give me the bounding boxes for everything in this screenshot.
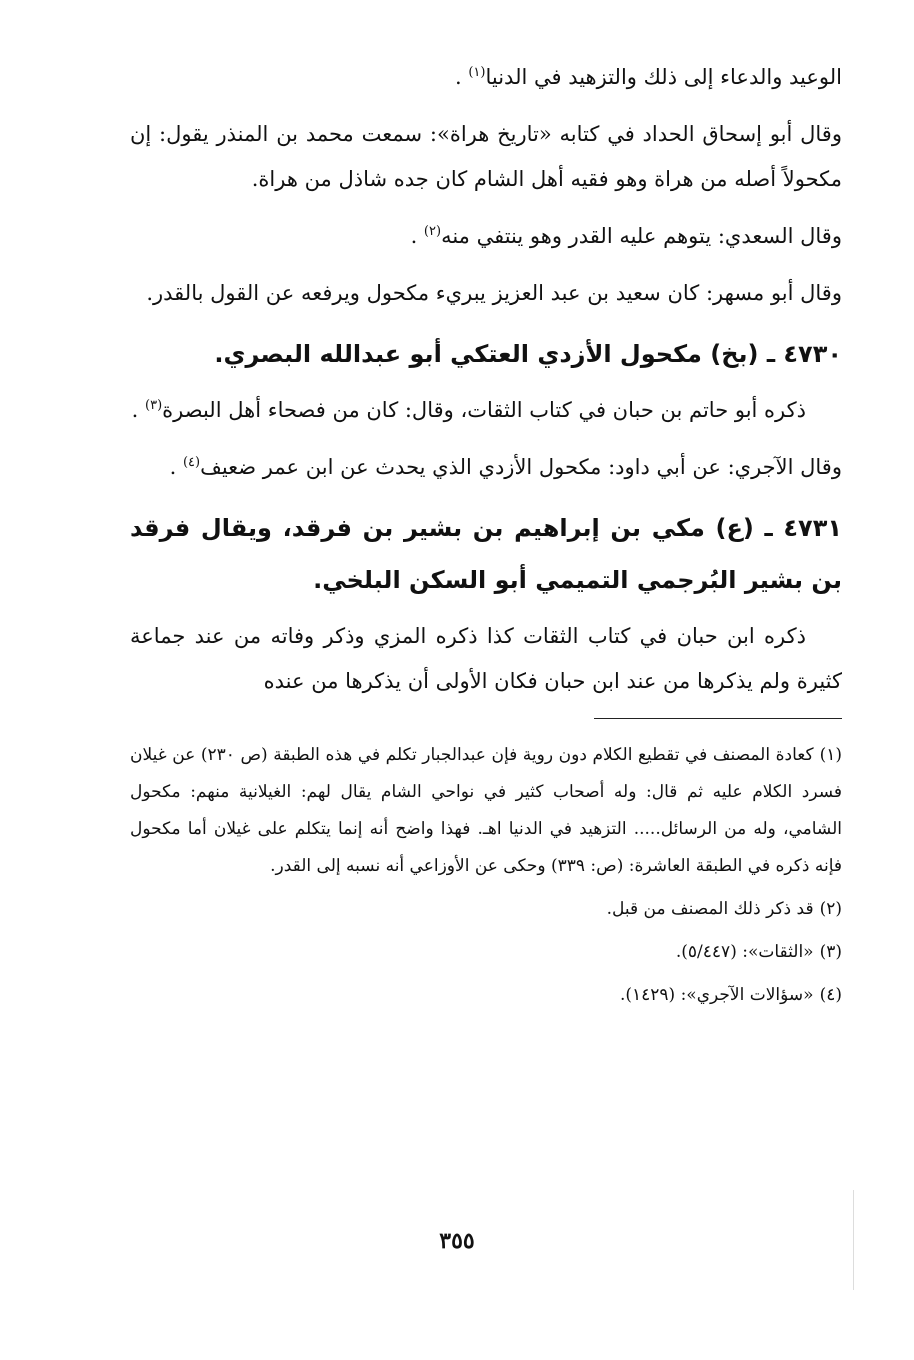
footnotes-section	[130, 737, 842, 1014]
paragraph-haddad-quote	[130, 112, 842, 202]
footnote-marker: (٣)	[145, 398, 163, 413]
paragraph-text: الوعيد والدعاء إلى ذلك والتزهيد في الدنيا	[485, 65, 842, 89]
footnote-4	[130, 977, 842, 1014]
paragraph-text: ذكره أبو حاتم بن حبان في كتاب الثقات، وقال: كان من فصحاء أهل البصرة	[162, 398, 806, 422]
footnote-number: (١)	[819, 745, 842, 765]
paragraph-4730-ibn-hibban	[130, 388, 842, 433]
paragraph-tail: .	[454, 65, 469, 89]
footnote-text: «الثقات»: (٥/٤٤٧).	[675, 942, 814, 962]
paragraph-abu-mushir-quote	[130, 271, 842, 316]
footnote-text: «سؤالات الآجري»: (١٤٢٩).	[619, 985, 814, 1005]
paragraph-text: وقال أبو مسهر: كان سعيد بن عبد العزيز يبريء مكحول ويرفعه عن القول بالقدر.	[146, 281, 842, 305]
footnote-text: كعادة المصنف في تقطيع الكلام دون روية فإن عبدالجبار تكلم في هذه الطبقة (ص ٢٣٠) عن غيلان فسرد الكلام عليه ثم قال: وله أصحاب كثير في نواحي الشام يقال لهم: الغيلانية منهم: مكحول الشامي، وله من الرسائل..... التزهيد في الدنيا اهـ. فهذا واضح أنه إنما يتكلم على غيلان أما مكحول فإنه ذكره في الطبقة العاشرة: (ص: ٣٣٩) وحكى عن الأوزاعي أنه نسبه إلى القدر.	[130, 745, 842, 876]
entry-heading-4730: ٤٧٣٠ ـ (بخ) مكحول الأزدي العتكي أبو عبدالله البصري.	[214, 340, 842, 368]
paragraph-4730-ajurri	[130, 445, 842, 490]
paragraph-text: وقال الآجري: عن أبي داود: مكحول الأزدي الذي يحدث عن ابن عمر ضعيف	[200, 455, 842, 479]
scan-margin-line	[853, 1190, 854, 1290]
paragraph-tail: .	[410, 224, 424, 248]
footnote-marker: (١)	[468, 65, 486, 80]
footnote-2	[130, 891, 842, 928]
footnote-number: (٣)	[819, 942, 842, 962]
footnote-1	[130, 737, 842, 885]
footnote-separator	[594, 718, 842, 719]
paragraph-tail: .	[169, 455, 183, 479]
page-body	[130, 55, 842, 1020]
paragraph-saadi-quote	[130, 214, 842, 259]
footnote-marker: (٢)	[423, 224, 442, 239]
paragraph-text: ذكره ابن حبان في كتاب الثقات كذا ذكره المزي وذكر وفاته من عند جماعة كثيرة ولم يذكرها من عند ابن حبان فكان الأولى أن يذكرها من عنده	[130, 624, 842, 693]
paragraph-tail: .	[131, 398, 146, 422]
paragraph-continuation	[130, 55, 842, 100]
page-number: ٣٥٥	[439, 1228, 475, 1254]
paragraph-4731-ibn-hibban	[130, 614, 842, 704]
footnote-number: (٤)	[819, 985, 842, 1005]
paragraph-text: وقال السعدي: يتوهم عليه القدر وهو ينتفي منه	[441, 224, 842, 248]
footnote-text: قد ذكر ذلك المصنف من قبل.	[606, 899, 814, 919]
footnote-number: (٢)	[819, 899, 842, 919]
entry-heading-4731: ٤٧٣١ ـ (ع) مكي بن إبراهيم بن بشير بن فرقد، ويقال فرقد بن بشير البُرجمي التميمي أبو السكن البلخي.	[130, 514, 842, 594]
footnote-3	[130, 934, 842, 971]
footnote-marker: (٤)	[182, 455, 201, 470]
paragraph-text: وقال أبو إسحاق الحداد في كتابه «تاريخ هراة»: سمعت محمد بن المنذر يقول: إن مكحولاً أصله من هراة وهو فقيه أهل الشام كان جده شاذل من هراة.	[130, 122, 842, 191]
